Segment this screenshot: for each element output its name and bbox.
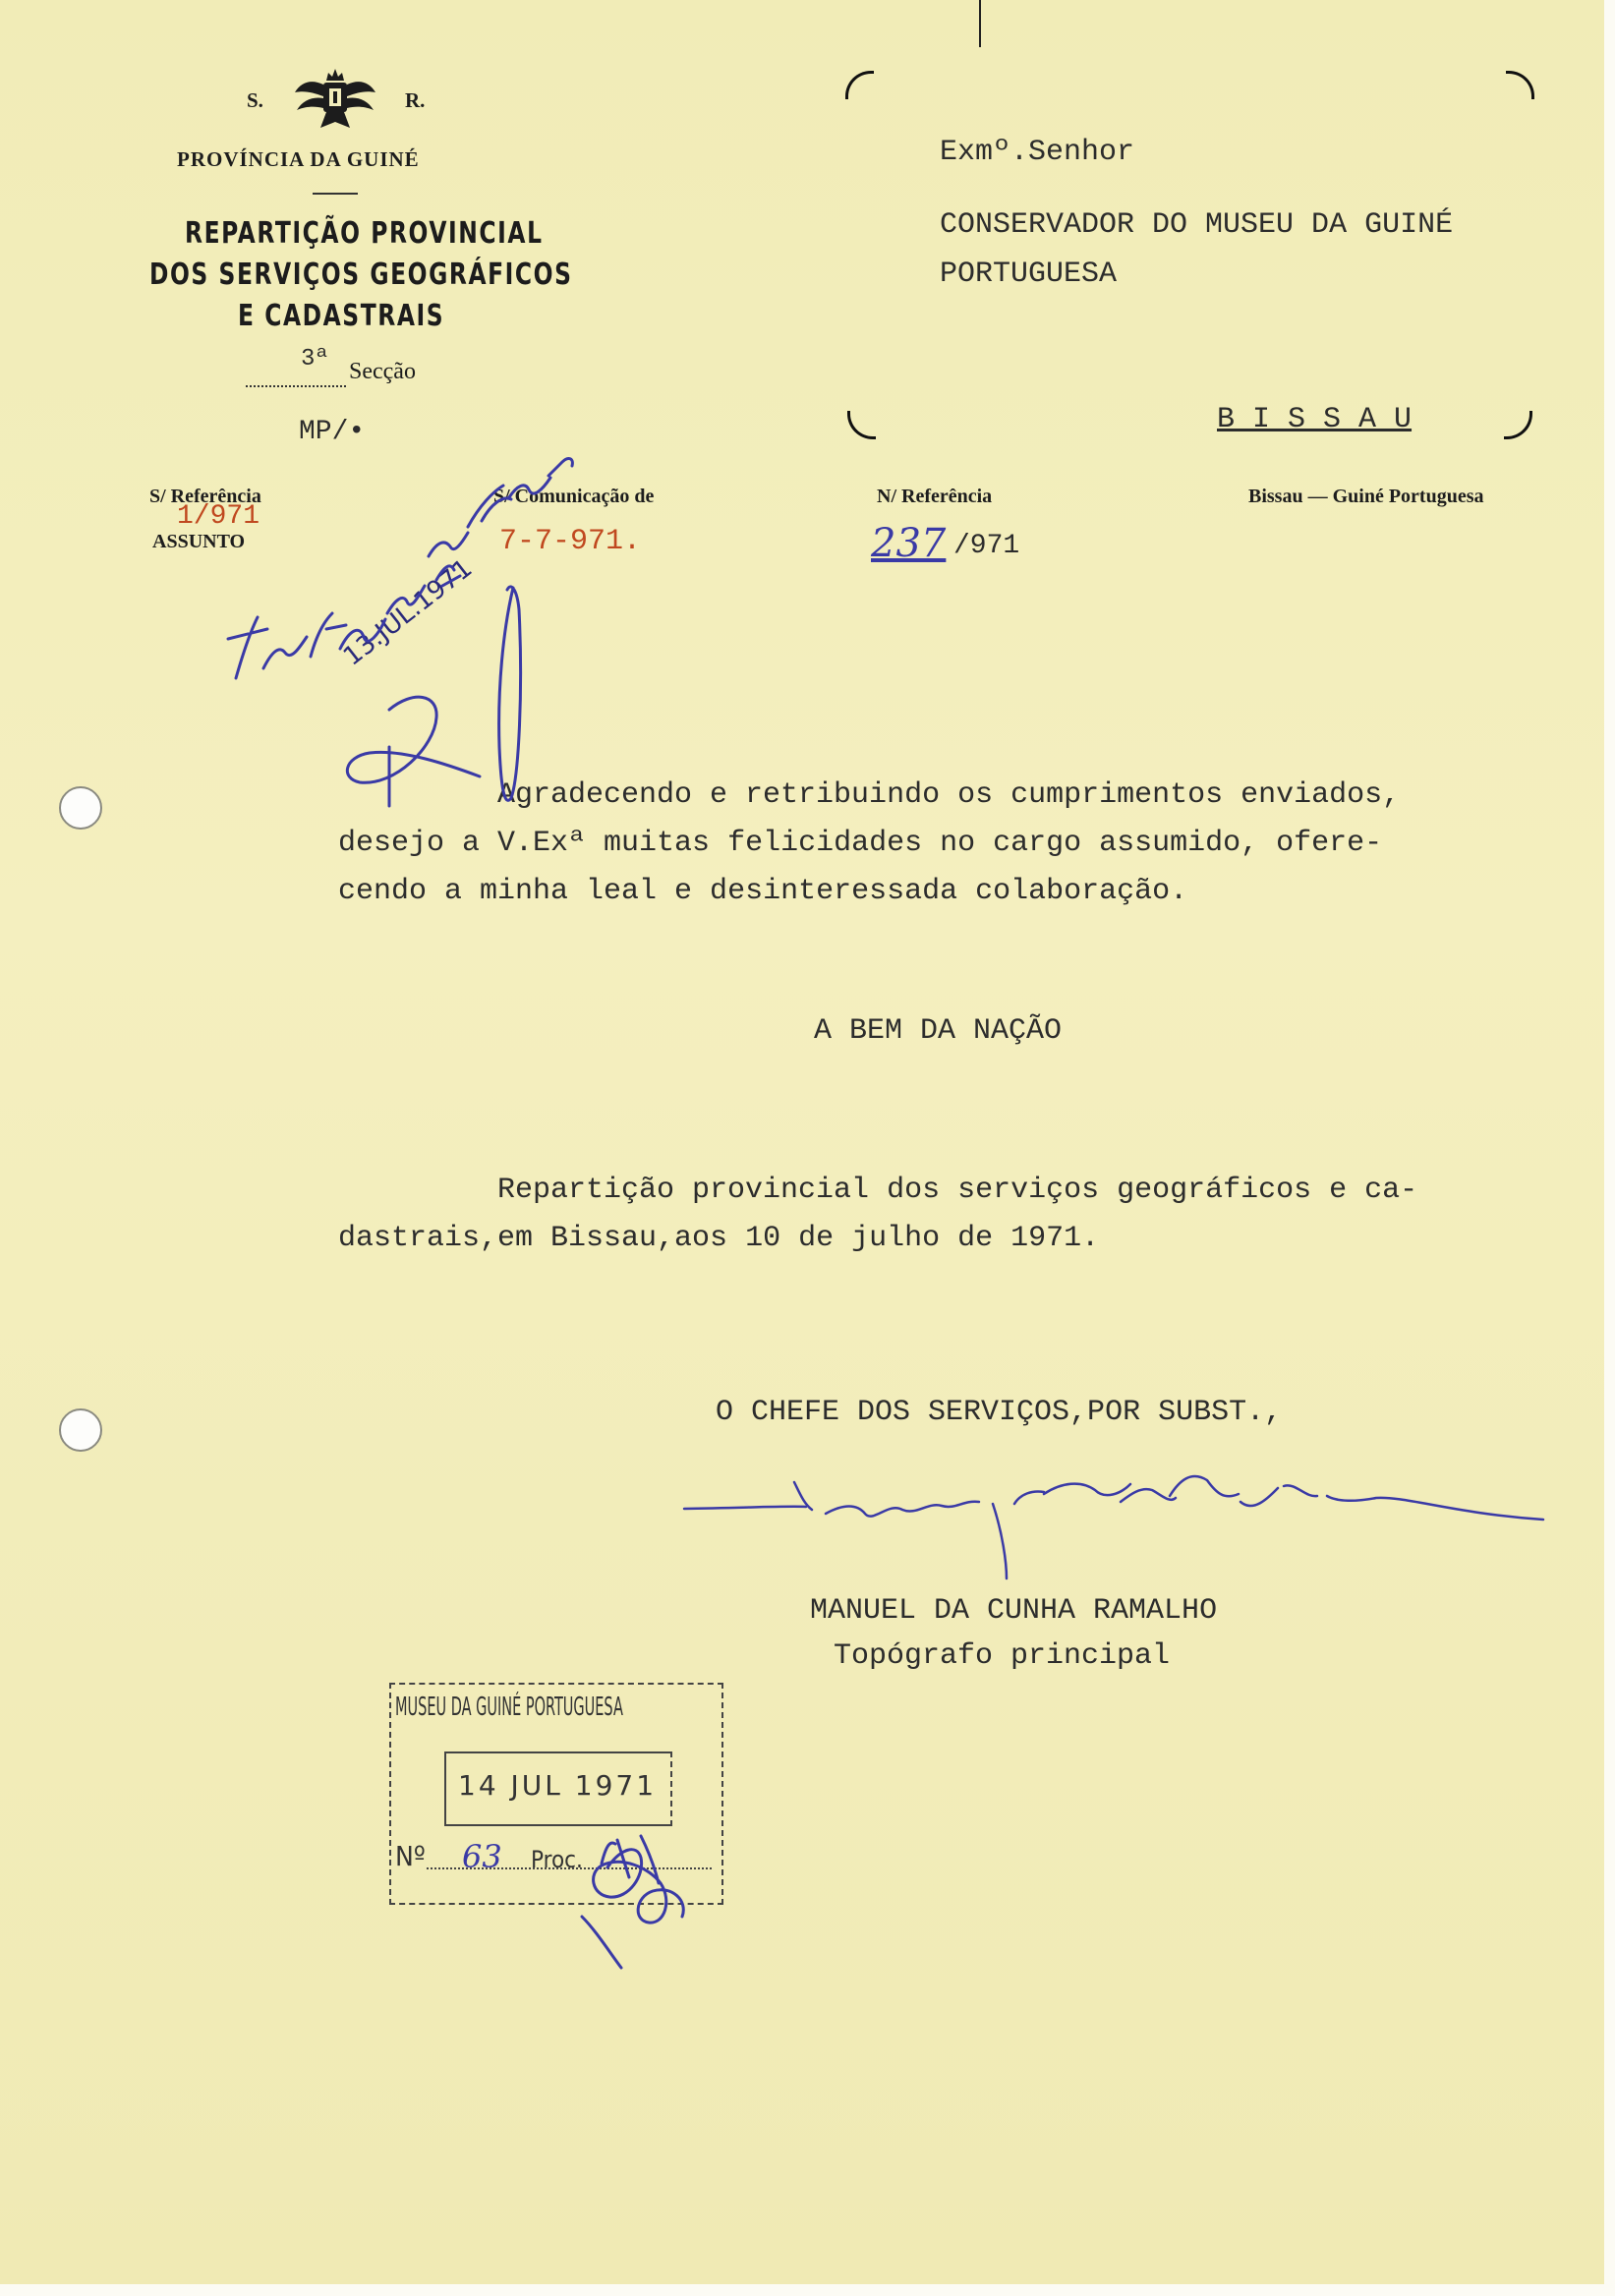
section-number: 3ª	[301, 346, 329, 373]
department-line-3: E CADASTRAIS	[238, 299, 445, 333]
address-corner-top-right	[1506, 71, 1534, 99]
scan-edge-right	[1604, 0, 1615, 2296]
addressee-city: B I S S A U	[1217, 403, 1413, 436]
stamp-number-line	[427, 1867, 712, 1869]
signatory-name: MANUEL DA CUNHA RAMALHO	[810, 1594, 1218, 1628]
punch-hole-top	[59, 786, 102, 830]
address-corner-bottom-right	[1504, 411, 1532, 439]
s-referencia-value: 1/971	[177, 501, 260, 532]
place-date-line-1: Repartição provincial dos serviços geográficos e ca-	[497, 1174, 1418, 1207]
stamp-number-value: 63	[462, 1838, 502, 1875]
coat-of-arms-icon	[291, 65, 379, 140]
addressee-salutation: Exmº.Senhor	[940, 136, 1135, 169]
s-referencia-label: S/ Referência	[149, 486, 261, 507]
letterhead-s-right: R.	[405, 88, 426, 112]
letterhead-s-left: S.	[247, 88, 263, 112]
signature-scribble	[684, 1476, 1543, 1578]
scan-edge-bottom	[0, 2284, 1615, 2296]
department-line-2: DOS SERVIÇOS GEOGRÁFICOS	[149, 258, 573, 292]
address-corner-bottom-left	[847, 411, 876, 439]
fold-mark	[979, 0, 981, 47]
s-comunicacao-value: 7-7-971.	[499, 525, 642, 558]
department-line-1: REPARTIÇÃO PROVINCIAL	[185, 216, 544, 251]
museum-receipt-stamp	[389, 1683, 723, 1905]
n-referencia-label: N/ Referência	[877, 486, 993, 507]
stamp-number-label: Nº	[395, 1840, 426, 1872]
signatory-title: Topógrafo principal	[834, 1639, 1171, 1673]
punch-hole-bottom	[59, 1408, 102, 1452]
place-label: Bissau — Guiné Portuguesa	[1248, 486, 1484, 507]
body-line-3: cendo a minha leal e desinteressada colaboração.	[338, 875, 1188, 908]
annotation-date: 13.JUL.1971	[338, 553, 479, 672]
addressee-line-2: PORTUGUESA	[940, 258, 1118, 291]
heading-divider	[313, 193, 358, 195]
body-line-2: desejo a V.Exª muitas felicidades no cargo assumido, ofere-	[338, 827, 1383, 860]
stamp-date: 14 JUL 1971	[458, 1769, 658, 1802]
stamp-proc-label: Proc.	[531, 1846, 583, 1873]
signatory-role: O CHEFE DOS SERVIÇOS,POR SUBST.,	[716, 1396, 1283, 1429]
stamp-institution: MUSEU DA GUINÉ PORTUGUESA	[395, 1693, 623, 1722]
office-code: MP/•	[299, 417, 366, 447]
addressee-line-1: CONSERVADOR DO MUSEU DA GUINÉ	[940, 208, 1454, 242]
body-line-1: Agradecendo e retribuindo os cumprimentos enviados,	[497, 778, 1401, 812]
closing-formula: A BEM DA NAÇÃO	[814, 1014, 1063, 1048]
section-label: Secção	[349, 359, 416, 384]
section-dotted-line	[246, 385, 346, 387]
n-referencia-number: 237	[871, 521, 947, 566]
assunto-label: ASSUNTO	[152, 531, 246, 552]
s-comunicacao-label: S/ Comunicação de	[493, 486, 655, 507]
address-corner-top-left	[845, 71, 874, 99]
province-heading: PROVÍNCIA DA GUINÉ	[177, 147, 420, 171]
n-referencia-year: /971	[953, 531, 1020, 561]
place-date-line-2: dastrais,em Bissau,aos 10 de julho de 1971.	[338, 1222, 1100, 1255]
